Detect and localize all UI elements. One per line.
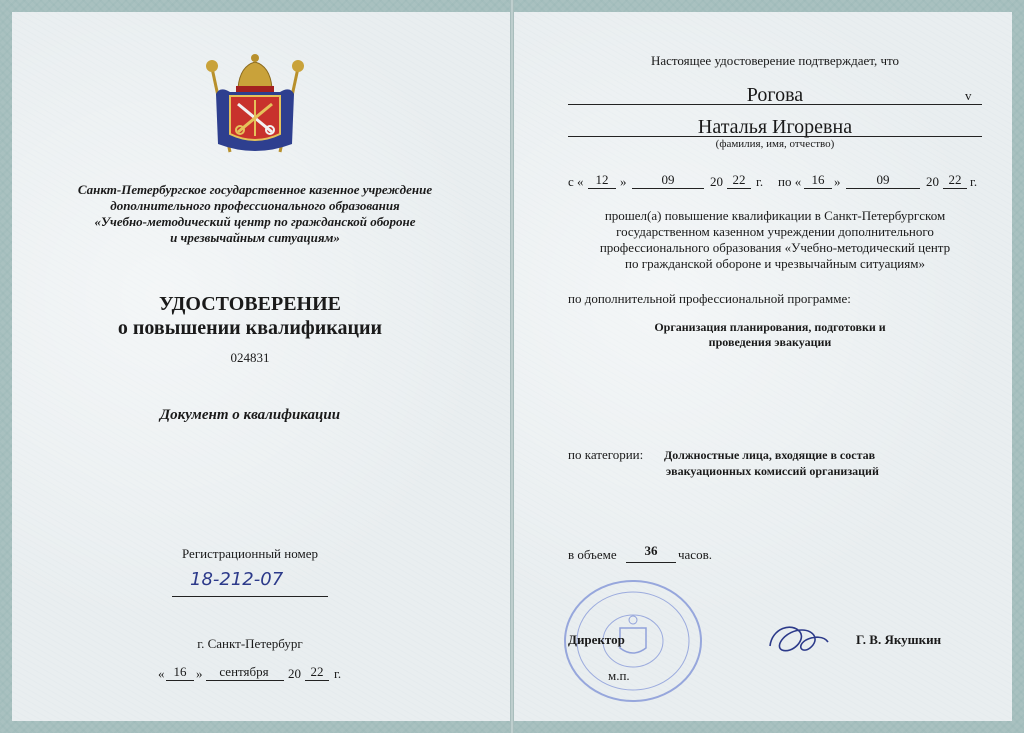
institution-name xyxy=(30,182,480,246)
subtitle-line: о повышении квалификации xyxy=(117,317,383,339)
period-to-year-underline xyxy=(943,188,967,189)
registration-number: 18-212-07 xyxy=(190,569,284,590)
completion-statement xyxy=(560,208,990,272)
period-to-year: 22 xyxy=(948,172,962,187)
program-label: по дополнительной профессиональной программе: xyxy=(568,291,851,306)
period-to-month-underline xyxy=(846,188,920,189)
issue-year-underline xyxy=(305,680,329,681)
completion-line: профессионального образования «Учебно-методический центр xyxy=(599,240,951,255)
certificate-title xyxy=(30,292,470,340)
period-to-label: по « xyxy=(778,174,802,189)
issue-day-underline xyxy=(166,680,194,681)
period-from-year-underline xyxy=(727,188,751,189)
period-from-month: 09 xyxy=(661,172,675,187)
completion-line: прошел(а) повышение квалификации в Санкт-Петербургском xyxy=(604,208,946,223)
category-line: эвакуационных комиссий организаций xyxy=(666,464,879,478)
period-from-label: с « xyxy=(568,174,584,189)
stamp-label: м.п. xyxy=(608,668,630,683)
volume-value: 36 xyxy=(644,543,658,558)
given-names-underline xyxy=(568,136,982,137)
period-to-quote: » xyxy=(834,174,841,189)
period-to-year-prefix: 20 xyxy=(926,174,939,189)
period-from-day-underline xyxy=(588,188,616,189)
director-signature xyxy=(762,616,832,664)
category-line: Должностные лица, входящие в состав xyxy=(664,448,876,462)
document-type: Документ о квалификации xyxy=(159,407,341,423)
period-from-day: 12 xyxy=(595,172,609,187)
period-from-year: 22 xyxy=(732,172,746,187)
center-fold xyxy=(510,0,514,733)
period-to-day-underline xyxy=(804,188,832,189)
issue-year-prefix: 20 xyxy=(288,666,301,681)
volume-underline xyxy=(626,562,676,563)
period-to-day: 16 xyxy=(811,172,825,187)
institution-line: дополнительного профессионального образования xyxy=(110,198,400,213)
coat-of-arms-emblem xyxy=(200,48,310,160)
director-name: Г. В. Якушкин xyxy=(856,632,942,647)
title-line: УДОСТОВЕРЕНИЕ xyxy=(159,293,341,315)
name-caption: (фамилия, имя, отчество) xyxy=(715,138,835,150)
institution-line: и чрезвычайным ситуациям» xyxy=(170,230,340,245)
institution-line: «Учебно-методический центр по гражданской обороне xyxy=(94,214,416,229)
program-line: Организация планирования, подготовки и xyxy=(654,320,886,334)
date-quote-open: « xyxy=(158,666,165,681)
period-from-year-prefix: 20 xyxy=(710,174,723,189)
surname-mark: v xyxy=(965,88,972,103)
completion-line: по гражданской обороне и чрезвычайным ситуациям» xyxy=(625,256,925,271)
program-name xyxy=(600,320,940,350)
certificate-number: 024831 xyxy=(230,350,270,365)
given-names: Наталья Игоревна xyxy=(697,116,853,138)
program-line: проведения эвакуации xyxy=(708,335,832,349)
issue-city: г. Санкт-Петербург xyxy=(197,636,303,651)
date-quote-close: » xyxy=(196,666,203,681)
surname-underline xyxy=(568,104,982,105)
surname: Рогова xyxy=(746,84,804,106)
completion-line: государственном казенном учреждении дополнительного xyxy=(616,224,934,239)
category-name xyxy=(664,447,879,479)
issue-year: 22 xyxy=(310,664,324,679)
registration-underline xyxy=(172,596,328,597)
period-from-suffix: г. xyxy=(756,174,764,189)
registration-label: Регистрационный номер xyxy=(182,546,318,561)
category-label: по категории: xyxy=(568,447,644,462)
period-to-month: 09 xyxy=(876,172,890,187)
issue-month-underline xyxy=(206,680,284,681)
period-to-suffix: г. xyxy=(970,174,978,189)
director-label: Директор xyxy=(568,632,625,647)
period-from-month-underline xyxy=(632,188,704,189)
institution-line: Санкт-Петербургское государственное казенное учреждение xyxy=(77,182,433,197)
period-from-quote: » xyxy=(620,174,627,189)
volume-unit: часов. xyxy=(678,547,712,562)
intro-text: Настоящее удостоверение подтверждает, что xyxy=(650,53,899,68)
issue-month: сентября xyxy=(219,664,269,679)
volume-label: в объеме xyxy=(568,547,617,562)
issue-year-suffix: г. xyxy=(334,666,342,681)
issue-day: 16 xyxy=(173,664,187,679)
